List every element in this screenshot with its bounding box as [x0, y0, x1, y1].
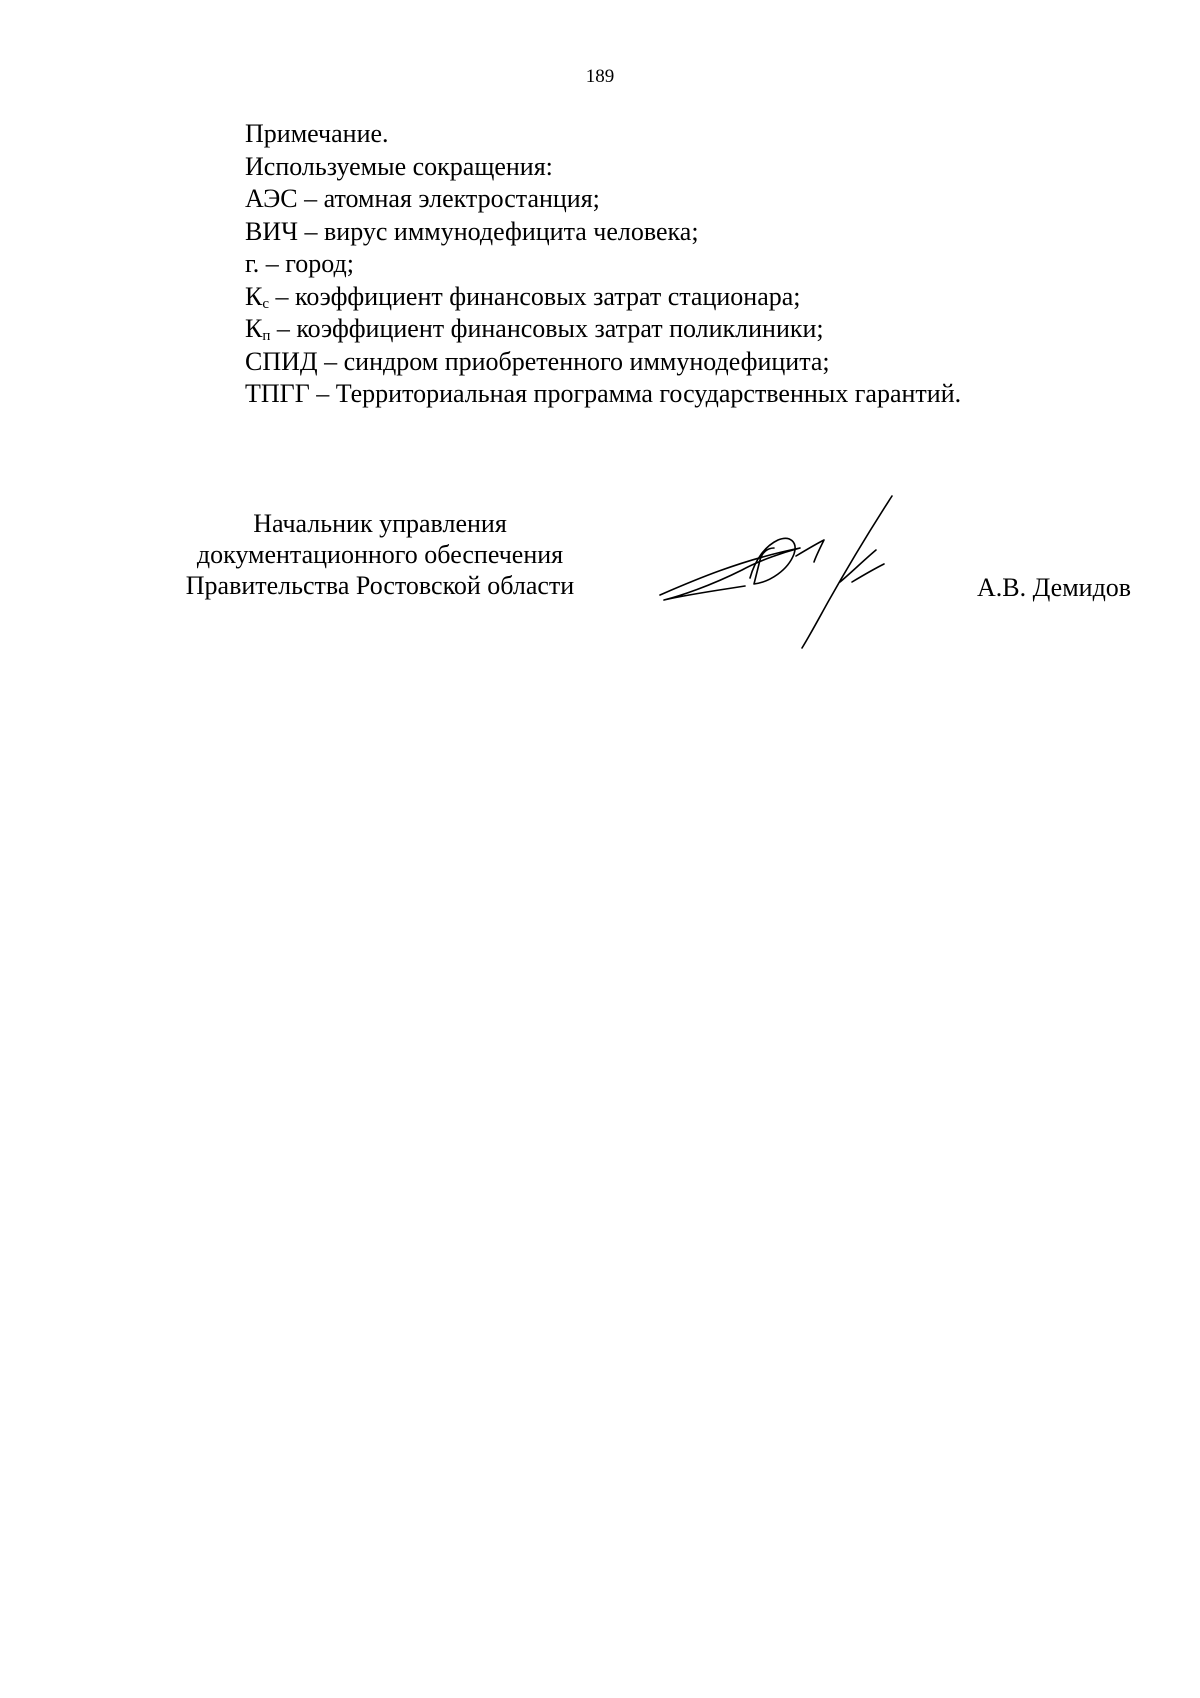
abbreviation-term: К — [245, 281, 263, 311]
abbreviation-item — [245, 313, 961, 346]
abbreviation-item — [245, 281, 961, 314]
signatory-position-line: Правительства Ростовской области — [185, 571, 575, 600]
notes-subheading: Используемые сокращения: — [245, 151, 553, 181]
abbreviation-term: г. — [245, 249, 260, 278]
notes-block — [245, 118, 961, 411]
abbreviation-definition: – атомная электростанция; — [297, 184, 600, 213]
abbreviation-subscript: п — [262, 328, 271, 344]
notes-heading: Примечание. — [245, 119, 389, 148]
signatory-position-line: Начальник управления — [253, 509, 507, 538]
abbreviation-item — [245, 183, 961, 216]
abbreviation-term: АЭС — [245, 184, 298, 213]
abbreviation-definition: – синдром приобретенного иммунодефицита; — [317, 346, 830, 376]
signatory-position-line: документационного обеспечения — [196, 540, 564, 569]
abbreviation-term: ТПГГ — [245, 379, 310, 408]
page-number: 189 — [585, 66, 615, 87]
abbreviation-item — [245, 346, 961, 379]
abbreviation-definition: – город; — [259, 249, 354, 278]
abbreviation-item — [245, 378, 961, 411]
abbreviation-term: ВИЧ — [245, 216, 299, 246]
abbreviation-definition: – Территориальная программа государственных гарантий. — [309, 379, 962, 408]
signatory-position — [150, 508, 610, 601]
abbreviation-definition: – вирус иммунодефицита человека; — [298, 216, 699, 246]
abbreviation-subscript: с — [262, 295, 270, 312]
abbreviation-term: К — [245, 314, 263, 343]
abbreviation-item — [245, 216, 961, 249]
abbreviation-item — [245, 248, 961, 281]
signer-name: А.В. Демидов — [977, 573, 1132, 602]
abbreviation-definition: – коэффициент финансовых затрат поликлиники; — [270, 314, 824, 343]
abbreviation-term: СПИД — [245, 346, 318, 376]
handwritten-signature — [650, 490, 950, 660]
abbreviation-definition: – коэффициент финансовых затрат стационара; — [269, 281, 801, 311]
